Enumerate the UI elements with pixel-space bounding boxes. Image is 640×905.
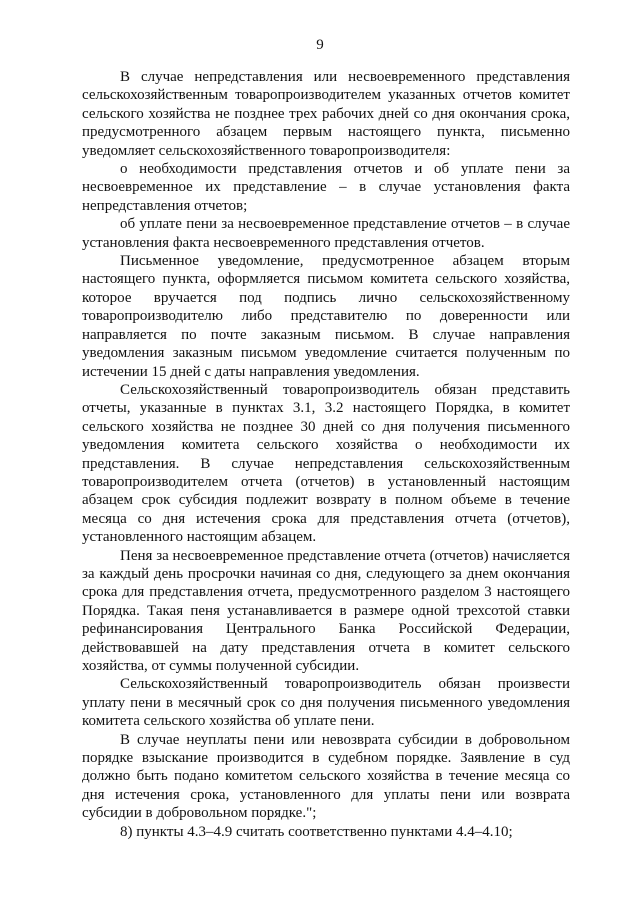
paragraph-3: об уплате пени за несвоевременное представление отчетов – в случае установления факта несвоевременного представления отчетов. [82,216,570,251]
paragraph-7: Сельскохозяйственный товаропроизводитель обязан произвести уплату пени в месячный срок со дня получения письменного уведомления комитета сельского хозяйства об уплате пени. [82,676,570,730]
paragraph-4: Письменное уведомление, предусмотренное абзацем вторым настоящего пункта, оформляется письмом комитета сельского хозяйства, которое вручается под подпись лично сельскохозяйственному товаропроизводителю либо представителю по доверенности или направляется по почте заказным письмом. В случае направления уведомления заказным письмом уведомление считается полученным по истечении 15 дней с даты направления уведомления. [82,253,570,380]
paragraph-1: В случае непредставления или несвоевременного представления сельскохозяйственным товаропроизводителем указанных отчетов комитет сельского хозяйства не позднее трех рабочих дней со дня окончания срока, предусмотренного абзацем первым настоящего пункта, письменно уведомляет сельскохозяйственного товаропроизводителя: [82,69,570,159]
paragraph-9: 8) пункты 4.3–4.9 считать соответственно пунктами 4.4–4.10; [120,823,513,840]
paragraph-8: В случае неуплаты пени или невозврата субсидии в добровольном порядке взыскание производится в судебном порядке. Заявление в суд должно быть подано комитетом сельского хозяйства в течение месяца со дня истечения срока, установленного для уплаты пени или возврата субсидии в добровольном порядке."; [82,731,570,822]
document-body [82,68,570,841]
page-number: 9 [316,37,324,53]
paragraph-2: о необходимости представления отчетов и об уплате пени за несвоевременное их представление – в случае установления факта непредставления отчетов; [82,161,570,214]
paragraph-5: Сельскохозяйственный товаропроизводитель обязан представить отчеты, указанные в пунктах 3.1, 3.2 настоящего Порядка, в комитет сельского хозяйства не позднее 30 дней со дня получения письменного уведомления комитета сельского хозяйства о необходимости их представления. В случае непредставления сельскохозяйственным товаропроизводителем отчета (отчетов) в установленный настоящим абзацем срок субсидия подлежит возврату в полном объеме в течение месяца со дня истечения срока для представления отчета (отчетов), установленного настоящим абзацем. [82,381,570,546]
paragraph-6: Пеня за несвоевременное представление отчета (отчетов) начисляется за каждый день просрочки начиная со дня, следующего за днем окончания срока для представления отчета, предусмотренного разделом 3 настоящего Порядка. Такая пеня устанавливается в размере одной трехсотой ставки рефинансирования Центрального Банка Российской Федерации, действовавшей на дату представления отчета в комитет сельского хозяйства, от суммы полученной субсидии. [82,547,570,674]
